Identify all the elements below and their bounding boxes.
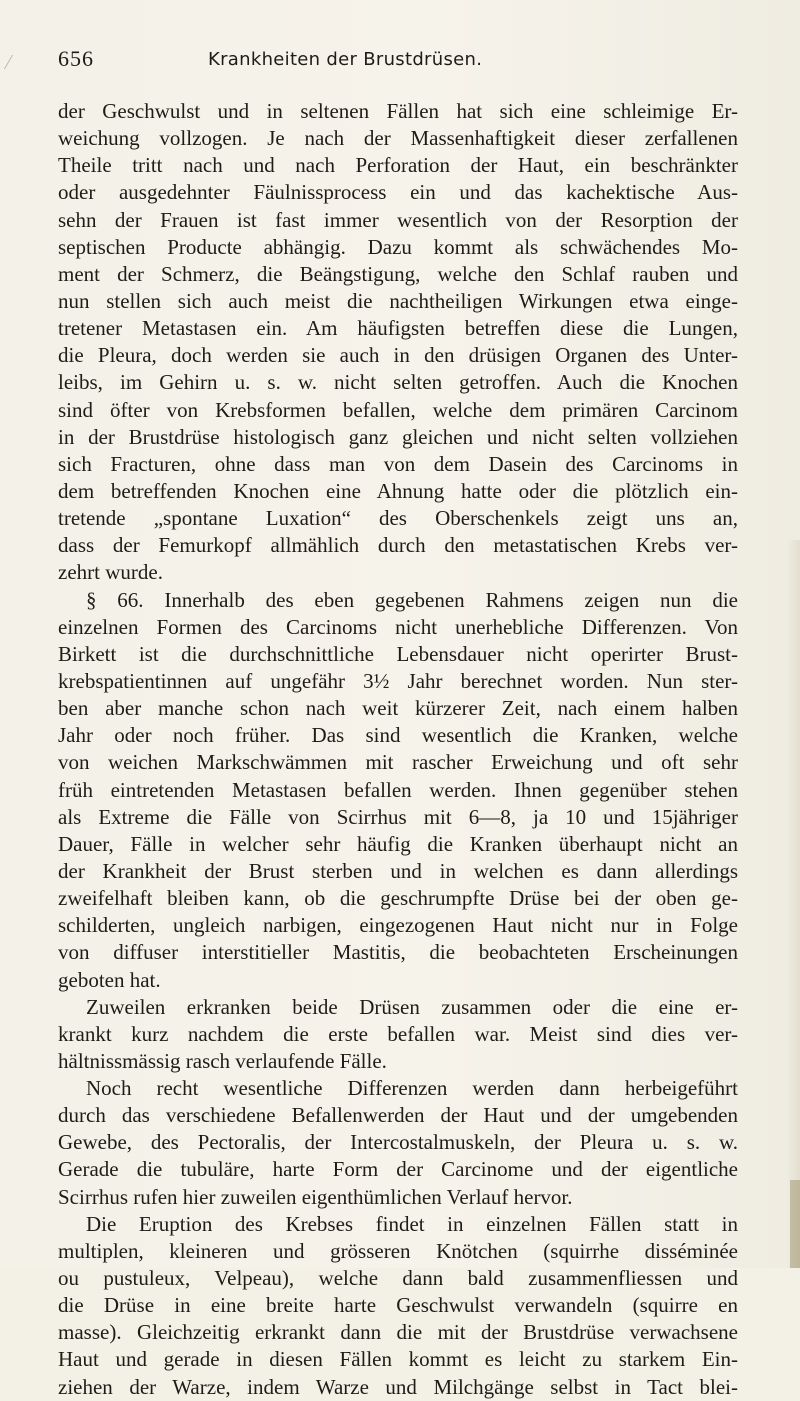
- text-line: Haut und gerade in diesen Fällen kommt es leicht zu starkem Ein-: [58, 1347, 738, 1372]
- text-line: Theile tritt nach und nach Perforation der Haut, ein beschränkter: [58, 153, 738, 178]
- page-number: 656: [58, 46, 94, 71]
- text-line: krankt kurz nachdem die erste befallen war. Meist sind dies ver-: [58, 1021, 738, 1046]
- text-line: früh eintretenden Metastasen befallen werden. Ihnen gegenüber stehen: [58, 777, 738, 802]
- section-heading-line: § 66. Innerhalb des eben gegebenen Rahmens zeigen nun die: [86, 587, 738, 612]
- paragraph-start-line: Noch recht wesentliche Differenzen werden dann herbeigeführt: [86, 1076, 738, 1101]
- text-line: als Extreme die Fälle von Scirrhus mit 6—8, ja 10 und 15jähriger: [58, 804, 738, 829]
- body-text: [58, 98, 738, 1401]
- text-line: Gewebe, des Pectoralis, der Intercostalmuskeln, der Pleura u. s. w.: [58, 1130, 738, 1155]
- text-line: durch das verschiedene Befallenwerden der Haut und der umgebenden: [58, 1103, 738, 1128]
- text-line: einzelnen Formen des Carcinoms nicht unerhebliche Differenzen. Von: [58, 614, 738, 639]
- text-line: Jahr oder noch früher. Das sind wesentlich die Kranken, welche: [58, 723, 738, 748]
- corner-mark: [4, 55, 23, 69]
- text-line: septischen Producte abhängig. Dazu kommt als schwächendes Mo-: [58, 234, 738, 259]
- text-line: multiplen, kleineren und grösseren Knötchen (squirrhe disséminée: [58, 1238, 738, 1263]
- text-line: in der Brustdrüse histologisch ganz gleichen und nicht selten vollziehen: [58, 424, 738, 449]
- text-line: tretener Metastasen ein. Am häufigsten betreffen diese die Lungen,: [58, 316, 738, 341]
- text-line: zweifelhaft bleiben kann, ob die geschrumpfte Drüse bei der oben ge-: [58, 886, 738, 911]
- text-line: weichung vollzogen. Je nach der Massenhaftigkeit dieser zerfallenen: [58, 126, 738, 151]
- text-line: zehrt wurde.: [58, 560, 163, 585]
- text-line: Birkett ist die durchschnittliche Lebensdauer nicht operirter Brust-: [58, 641, 738, 666]
- text-line: tretende „spontane Luxation“ des Oberschenkels zeigt uns an,: [58, 506, 738, 531]
- text-line: ziehen der Warze, indem Warze und Milchgänge selbst in Tact blei-: [58, 1374, 738, 1399]
- paragraph-start-line: Zuweilen erkranken beide Drüsen zusammen oder die eine er-: [86, 994, 738, 1019]
- text-line: von diffuser interstitieller Mastitis, die beobachteten Erscheinungen: [58, 940, 738, 965]
- text-line: dem betreffenden Knochen eine Ahnung hatte oder die plötzlich ein-: [58, 478, 738, 503]
- text-line: dass der Femurkopf allmählich durch den metastatischen Krebs ver-: [58, 533, 738, 558]
- text-line: Scirrhus rufen hier zuweilen eigenthümlichen Verlauf hervor.: [58, 1184, 573, 1209]
- page-edge-stain-bottom: [790, 1180, 800, 1268]
- text-line: leibs, im Gehirn u. s. w. nicht selten getroffen. Auch die Knochen: [58, 370, 738, 395]
- text-line: der Geschwulst und in seltenen Fällen hat sich eine schleimige Er-: [58, 99, 738, 123]
- paragraph-start-line: Die Eruption des Krebses findet in einzelnen Fällen statt in: [86, 1211, 738, 1236]
- text-line: Dauer, Fälle in welcher sehr häufig die Kranken überhaupt nicht an: [58, 831, 738, 856]
- running-head: Krankheiten der Brustdrüsen.: [208, 49, 483, 70]
- text-line: sind öfter von Krebsformen befallen, welche dem primären Carcinom: [58, 397, 738, 422]
- text-line: Gerade die tubuläre, harte Form der Carcinome und der eigentliche: [58, 1157, 738, 1182]
- text-line: die Drüse in eine breite harte Geschwulst verwandeln (squirre en: [58, 1293, 738, 1318]
- text-line: geboten hat.: [58, 967, 161, 992]
- text-line: oder ausgedehnter Fäulnissprocess ein und das kachektische Aus-: [58, 180, 738, 205]
- text-line: krebspatientinnen auf ungefähr 3½ Jahr berechnet worden. Nun ster-: [58, 668, 738, 693]
- text-line: nun stellen sich auch meist die nachtheiligen Wirkungen etwa einge-: [58, 288, 738, 313]
- page-header: [58, 46, 760, 76]
- text-line: die Pleura, doch werden sie auch in den drüsigen Organen des Unter-: [58, 343, 738, 368]
- text-line: hältnissmässig rasch verlaufende Fälle.: [58, 1048, 387, 1073]
- text-line: ou pustuleux, Velpeau), welche dann bald zusammenfliessen und: [58, 1266, 738, 1291]
- text-line: ment der Schmerz, die Beängstigung, welche den Schlaf rauben und: [58, 261, 738, 286]
- text-line: masse). Gleichzeitig erkrankt dann die mit der Brustdrüse verwachsene: [58, 1320, 738, 1345]
- text-line: der Krankheit der Brust sterben und in welchen es dann allerdings: [58, 858, 738, 883]
- text-line: von weichen Markschwämmen mit rascher Erweichung und oft sehr: [58, 750, 738, 775]
- text-line: sehn der Frauen ist fast immer wesentlich von der Resorption der: [58, 207, 738, 232]
- text-line: schilderten, ungleich narbigen, eingezogenen Haut nicht nur in Folge: [58, 913, 738, 938]
- text-line: ben aber manche schon nach weit kürzerer Zeit, nach einem halben: [58, 696, 738, 721]
- text-line: sich Fracturen, ohne dass man von dem Dasein des Carcinoms in: [58, 451, 738, 476]
- page-edge-stain: [786, 540, 800, 1268]
